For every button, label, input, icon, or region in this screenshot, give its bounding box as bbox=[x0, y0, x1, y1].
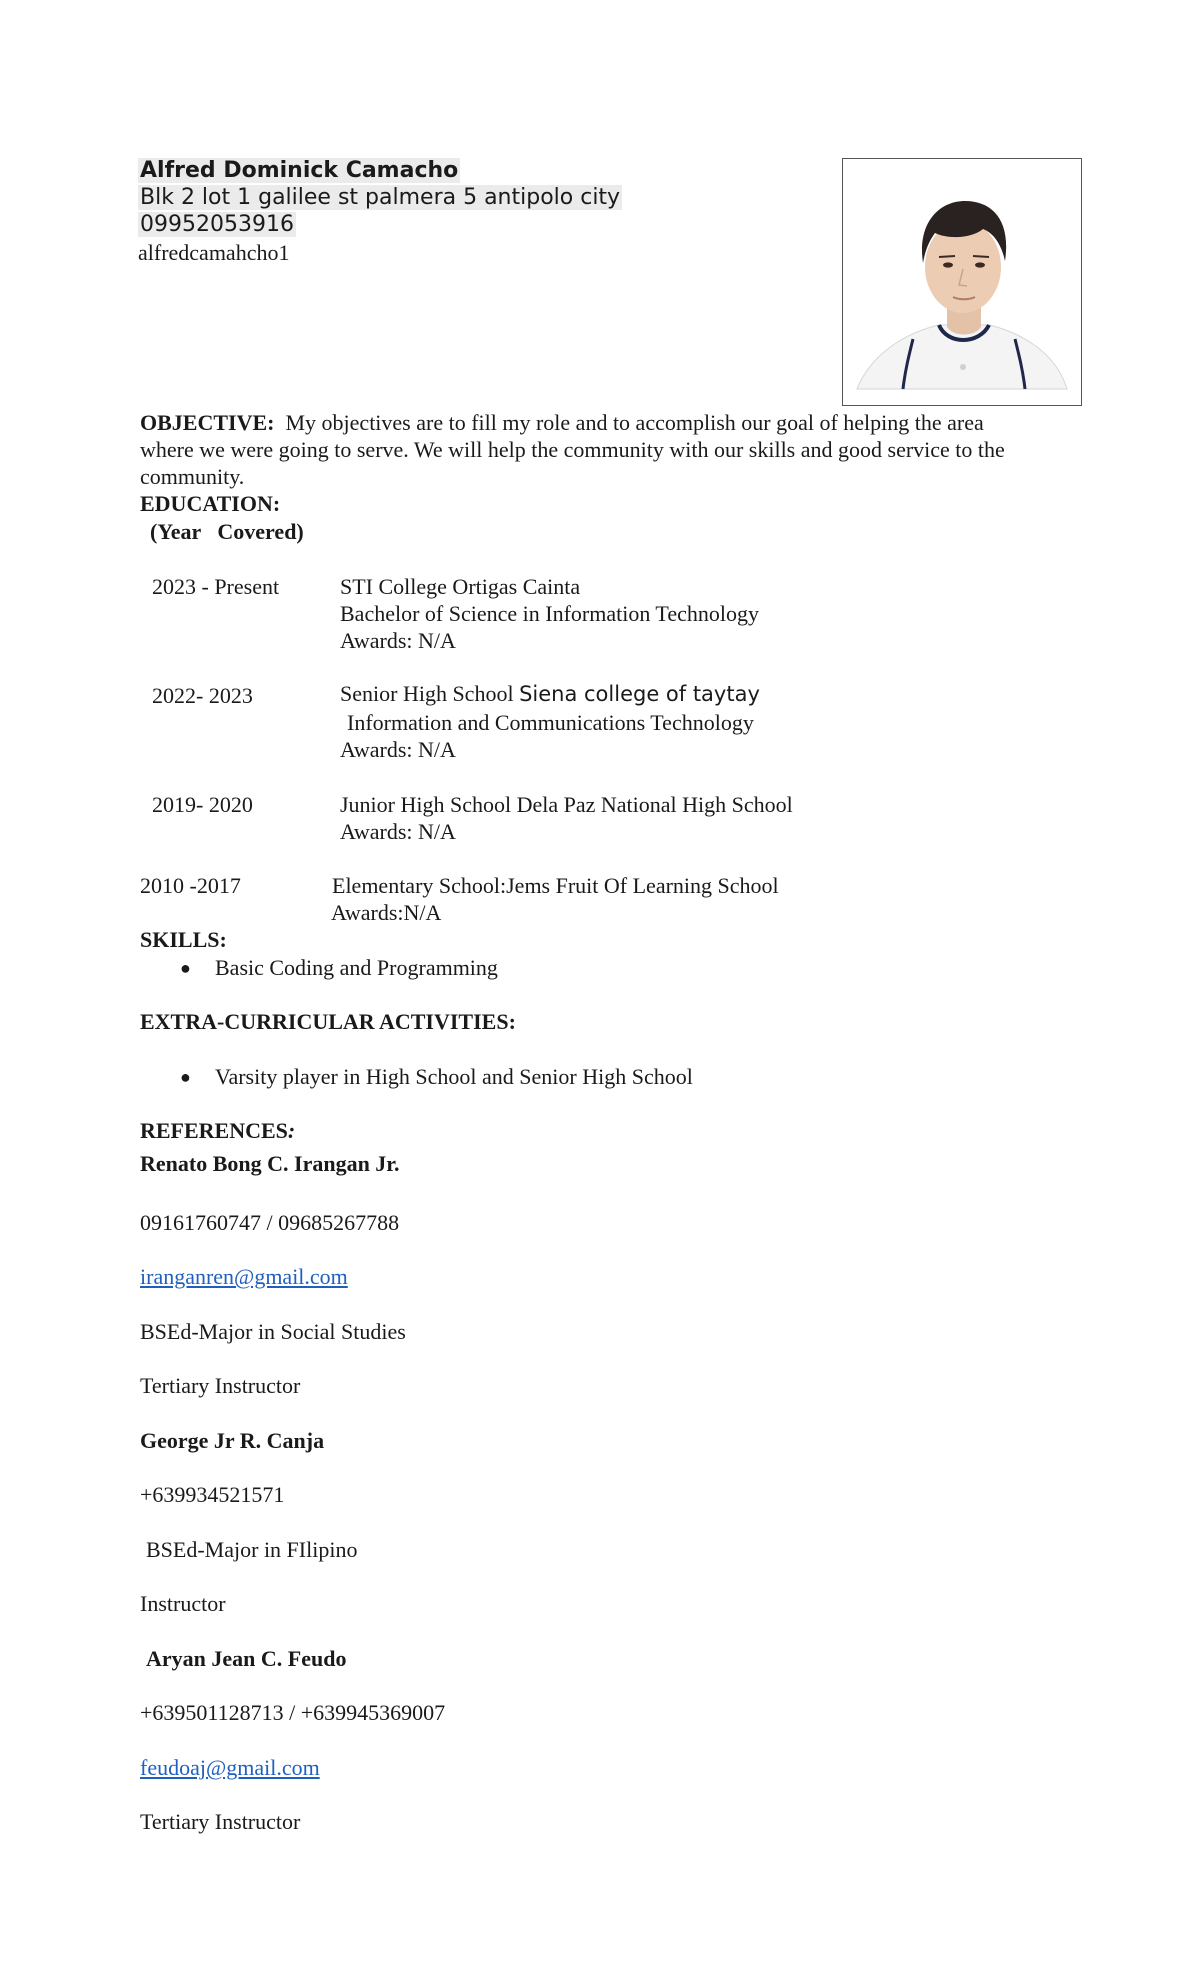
education-awards-1: Awards: N/A bbox=[340, 628, 456, 653]
reference-1-name: Renato Bong C. Irangan Jr. bbox=[140, 1151, 400, 1176]
reference-2-phone: +639934521571 bbox=[140, 1482, 285, 1507]
education-course-1: Bachelor of Science in Information Technology bbox=[340, 601, 759, 626]
reference-3-phone: +639501128713 / +639945369007 bbox=[140, 1700, 446, 1725]
education-school-3: Junior High School Dela Paz National High School bbox=[340, 792, 793, 817]
reference-3-email-link[interactable]: feudoaj@gmail.com bbox=[140, 1755, 320, 1780]
applicant-phone-text: 09952053916 bbox=[140, 212, 294, 237]
reference-3-position: Tertiary Instructor bbox=[140, 1809, 301, 1834]
applicant-address bbox=[138, 185, 622, 210]
education-years-2: 2022- 2023 bbox=[152, 683, 253, 708]
education-awards-3: Awards: N/A bbox=[340, 819, 456, 844]
education-awards-2: Awards: N/A bbox=[340, 737, 456, 762]
applicant-email: alfredcamahcho1 bbox=[138, 240, 290, 265]
education-school-2 bbox=[340, 681, 760, 707]
profile-photo bbox=[842, 158, 1082, 406]
education-years-3: 2019- 2020 bbox=[152, 792, 253, 817]
applicant-address-text: Blk 2 lot 1 galilee st palmera 5 antipolo city bbox=[140, 185, 621, 210]
objective-text-3: community. bbox=[140, 464, 245, 489]
objective-label: OBJECTIVE: bbox=[140, 410, 275, 435]
objective-text-1: My objectives are to fill my role and to accomplish our goal of helping the area bbox=[285, 410, 984, 435]
skills-bullet-icon: ● bbox=[180, 958, 191, 978]
education-school-name-2: Siena college of taytay bbox=[519, 682, 760, 706]
reference-2-name: George Jr R. Canja bbox=[140, 1428, 325, 1453]
reference-2-degree: BSEd-Major in FIlipino bbox=[146, 1537, 358, 1562]
education-awards-4: Awards:N/A bbox=[331, 900, 442, 925]
education-years-1: 2023 - Present bbox=[152, 574, 280, 599]
skills-label: SKILLS: bbox=[140, 927, 227, 952]
reference-1-email-link[interactable]: iranganren@gmail.com bbox=[140, 1264, 348, 1289]
objective-text-2: where we were going to serve. We will help the community with our skills and good service to the bbox=[140, 437, 1005, 462]
education-school-1: STI College Ortigas Cainta bbox=[340, 574, 581, 599]
education-years-4: 2010 -2017 bbox=[140, 873, 241, 898]
references-label bbox=[140, 1118, 295, 1144]
applicant-phone bbox=[138, 212, 296, 237]
reference-3-name: Aryan Jean C. Feudo bbox=[146, 1646, 347, 1671]
education-school-4: Elementary School:Jems Fruit Of Learning School bbox=[332, 873, 779, 898]
applicant-name-text: Alfred Dominick Camacho bbox=[140, 158, 459, 183]
references-label-text: REFERENCES bbox=[140, 1118, 288, 1143]
extracurricular-bullet-icon: ● bbox=[180, 1067, 191, 1087]
skills-item-1: Basic Coding and Programming bbox=[215, 955, 498, 980]
reference-1-phone: 09161760747 / 09685267788 bbox=[140, 1210, 400, 1235]
education-level-2: Senior High School bbox=[340, 681, 514, 706]
extracurricular-item-1: Varsity player in High School and Senior High School bbox=[215, 1064, 693, 1089]
reference-1-degree: BSEd-Major in Social Studies bbox=[140, 1319, 406, 1344]
applicant-name bbox=[138, 158, 460, 183]
reference-1-position: Tertiary Instructor bbox=[140, 1373, 301, 1398]
education-course-2: Information and Communications Technology bbox=[347, 710, 754, 735]
person-photo-icon bbox=[843, 159, 1082, 406]
objective-line-1 bbox=[140, 410, 984, 436]
extracurricular-label: EXTRA-CURRICULAR ACTIVITIES: bbox=[140, 1009, 516, 1034]
reference-2-position: Instructor bbox=[140, 1591, 226, 1616]
education-year-header: (Year Covered) bbox=[150, 519, 304, 544]
references-label-colon: : bbox=[287, 1118, 296, 1143]
education-label: EDUCATION: bbox=[140, 491, 281, 516]
